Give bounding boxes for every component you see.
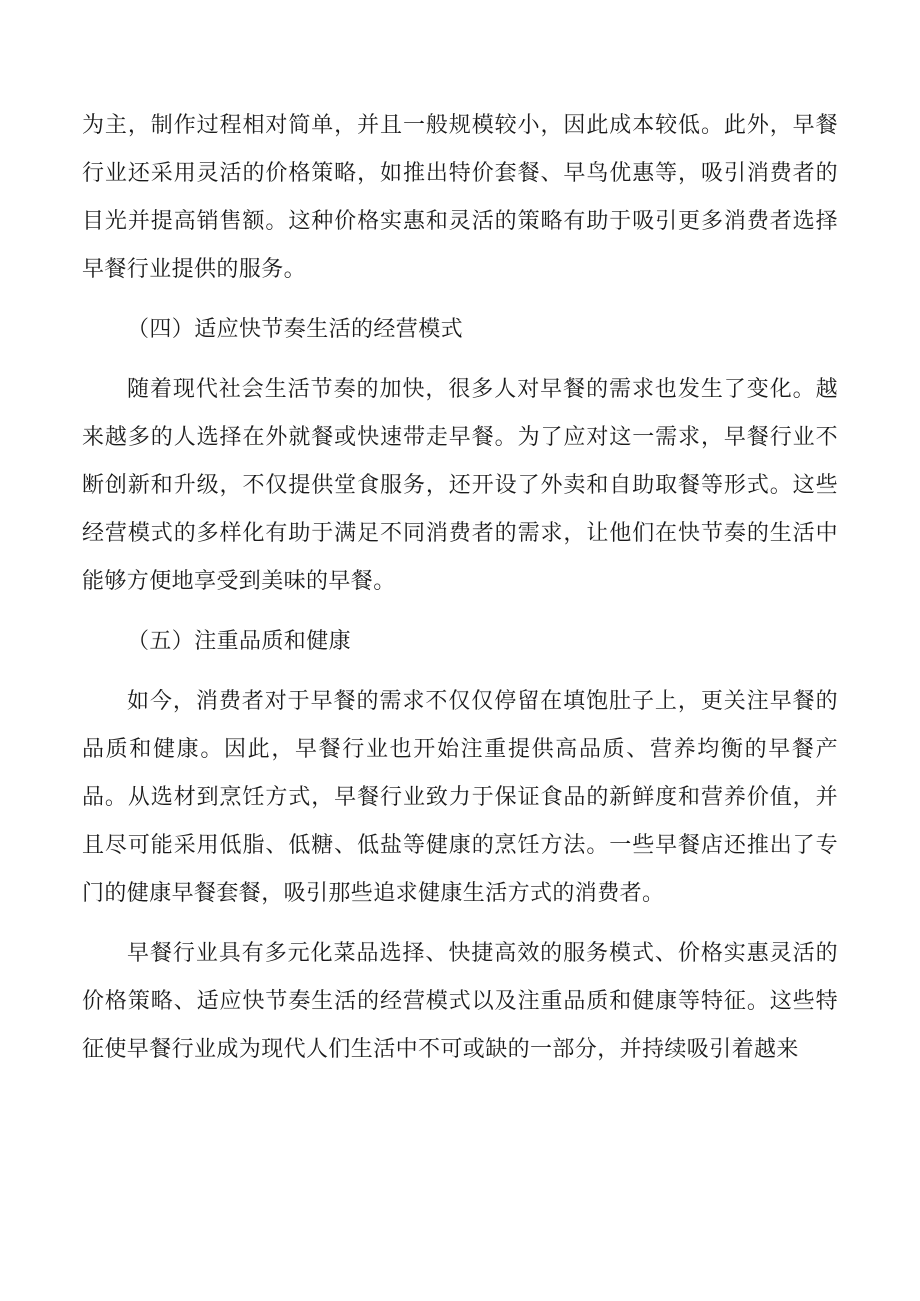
section-heading-quality-and-health: （五）注重品质和健康 bbox=[127, 629, 352, 654]
paragraph-quality-and-health: 如今，消费者对于早餐的需求不仅仅停留在填饱肚子上，更关注早餐的品质和健康。因此，早餐行业也开始注重提供高品质、营养均衡的早餐产品。从选材到烹饪方式，早餐行业致力于保证食品的新鲜度和营养价值，并且尽可能采用低脂、低糖、低盐等健康的烹饪方法。一些早餐店还推出了专门的健康早餐套餐，吸引那些追求健康生活方式的消费者。 bbox=[82, 689, 838, 906]
document-body bbox=[82, 102, 838, 1074]
paragraph-pricing-strategy: 为主，制作过程相对简单，并且一般规模较小，因此成本较低。此外，早餐行业还采用灵活的价格策略，如推出特价套餐、早鸟优惠等，吸引消费者的目光并提高销售额。这种价格实惠和灵活的策略有助于吸引更多消费者选择早餐行业提供的服务。 bbox=[82, 113, 838, 282]
paragraph-fast-paced-business-model: 随着现代社会生活节奏的加快，很多人对早餐的需求也发生了变化。越来越多的人选择在外就餐或快速带走早餐。为了应对这一需求，早餐行业不断创新和升级，不仅提供堂食服务，还开设了外卖和自助取餐等形式。这些经营模式的多样化有助于满足不同消费者的需求，让他们在快节奏的生活中能够方便地享受到美味的早餐。 bbox=[82, 377, 838, 594]
section-heading-fast-paced-business-model: （四）适应快节奏生活的经营模式 bbox=[127, 317, 464, 342]
paragraph-industry-summary: 早餐行业具有多元化菜品选择、快捷高效的服务模式、价格实惠灵活的价格策略、适应快节奏生活的经营模式以及注重品质和健康等特征。这些特征使早餐行业成为现代人们生活中不可或缺的一部分，并持续吸引着越来 bbox=[82, 941, 838, 1062]
